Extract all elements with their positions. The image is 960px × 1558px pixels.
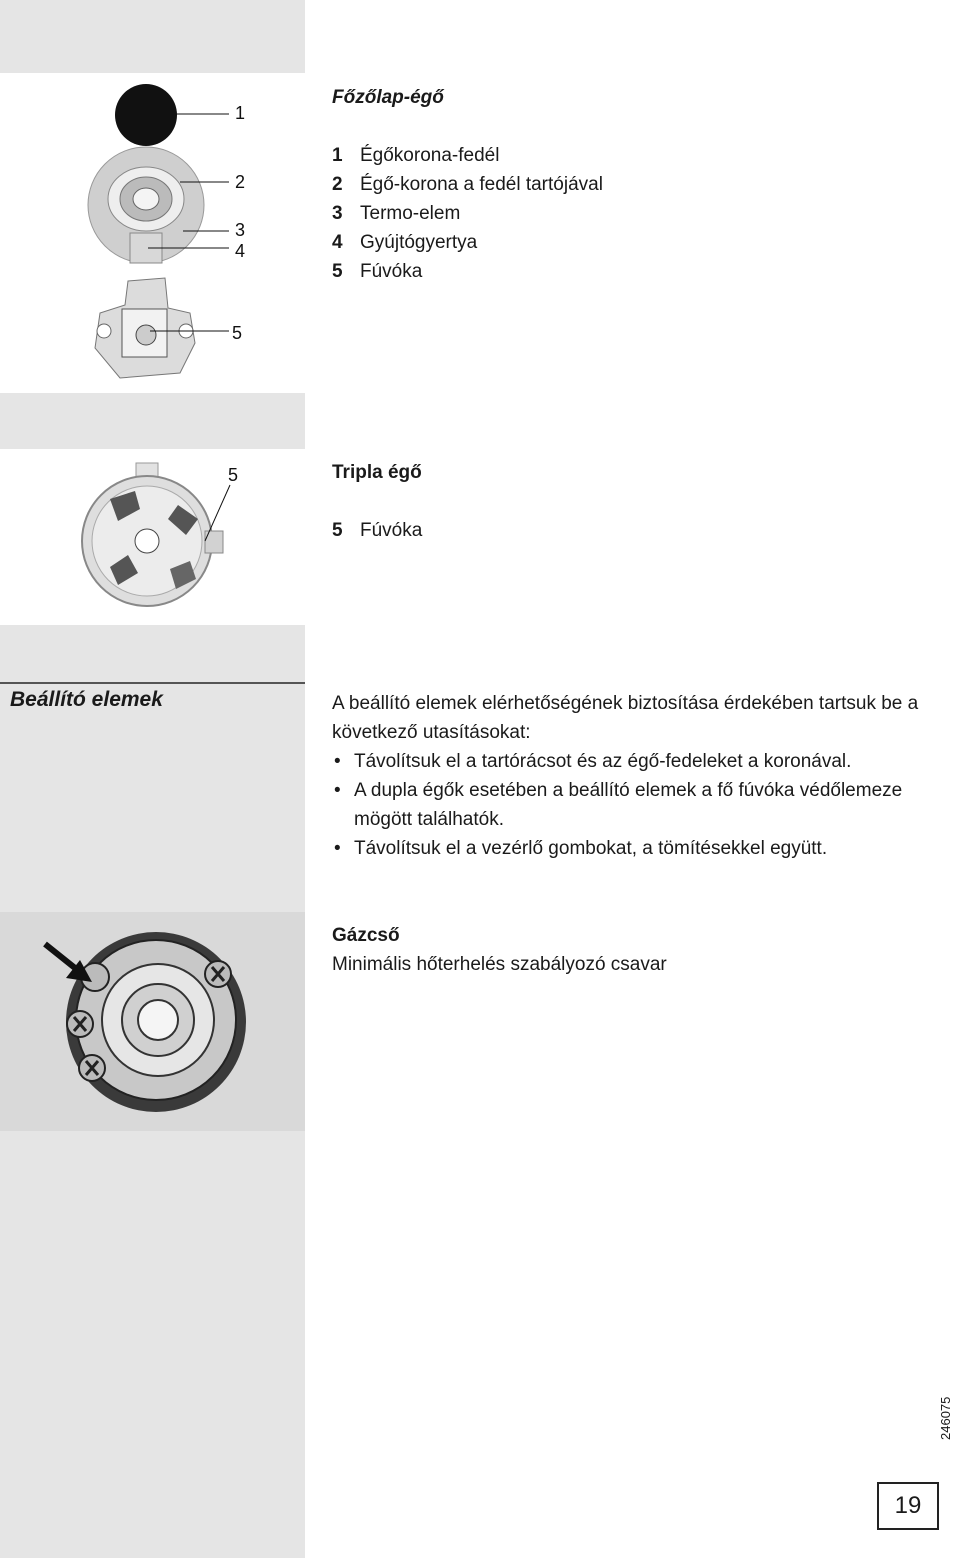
callout-4: 4 <box>235 241 246 261</box>
list-item: • Távolítsuk el a vezérlő gombokat, a tömítésekkel együtt. <box>332 834 932 863</box>
document-number: 246075 <box>938 1396 953 1440</box>
legend-item: 4 Gyújtógyertya <box>332 232 478 253</box>
list-item: • A dupla égők esetében a beállító elemek a fő fúvóka védőlemeze mögött találhatók. <box>332 776 932 834</box>
callout-3: 3 <box>235 220 246 240</box>
section-title: Beállító elemek <box>10 688 163 711</box>
callout-1: 1 <box>235 103 246 123</box>
triple-burner-figure <box>0 449 305 625</box>
legend-item: 2 Égő-korona a fedél tartójával <box>332 174 603 195</box>
instruction-list <box>332 747 932 863</box>
legend-item: 5 Fúvóka <box>332 520 423 541</box>
gas-pipe-title: Gázcső <box>332 925 400 946</box>
gas-pipe-figure <box>0 912 305 1131</box>
gas-pipe-legend <box>332 921 667 979</box>
burner-cap-image <box>115 84 177 146</box>
burner-exploded-figure <box>0 73 305 393</box>
burner-legend <box>332 83 603 286</box>
page-number: 19 <box>877 1482 939 1530</box>
triple-burner-legend <box>332 458 422 545</box>
legend-item: 5 Fúvóka <box>332 261 423 282</box>
callout-5: 5 <box>232 323 243 343</box>
legend-item: 3 Termo-elem <box>332 203 461 224</box>
legend-item: 1 Égőkorona-fedél <box>332 145 500 166</box>
section-body <box>332 689 932 863</box>
gas-pipe-caption: Minimális hőterhelés szabályozó csavar <box>332 954 667 975</box>
gas-valve-image <box>66 932 246 1112</box>
list-item: • Távolítsuk el a tartórácsot és az égő-fedeleket a koronával. <box>332 747 932 776</box>
nozzle-base-image <box>95 278 195 378</box>
triple-burner-title: Tripla égő <box>332 462 422 483</box>
section-divider <box>0 682 305 684</box>
burner-crown-image <box>88 147 204 263</box>
arrow-icon <box>45 944 92 982</box>
callout-5: 5 <box>228 465 239 485</box>
triple-burner-image <box>82 463 223 606</box>
callout-2: 2 <box>235 172 246 192</box>
section-intro: A beállító elemek elérhetőségének biztosítása érdekében tartsuk be a következő utasításokat: <box>332 693 919 743</box>
burner-title: Főzőlap-égő <box>332 87 444 108</box>
